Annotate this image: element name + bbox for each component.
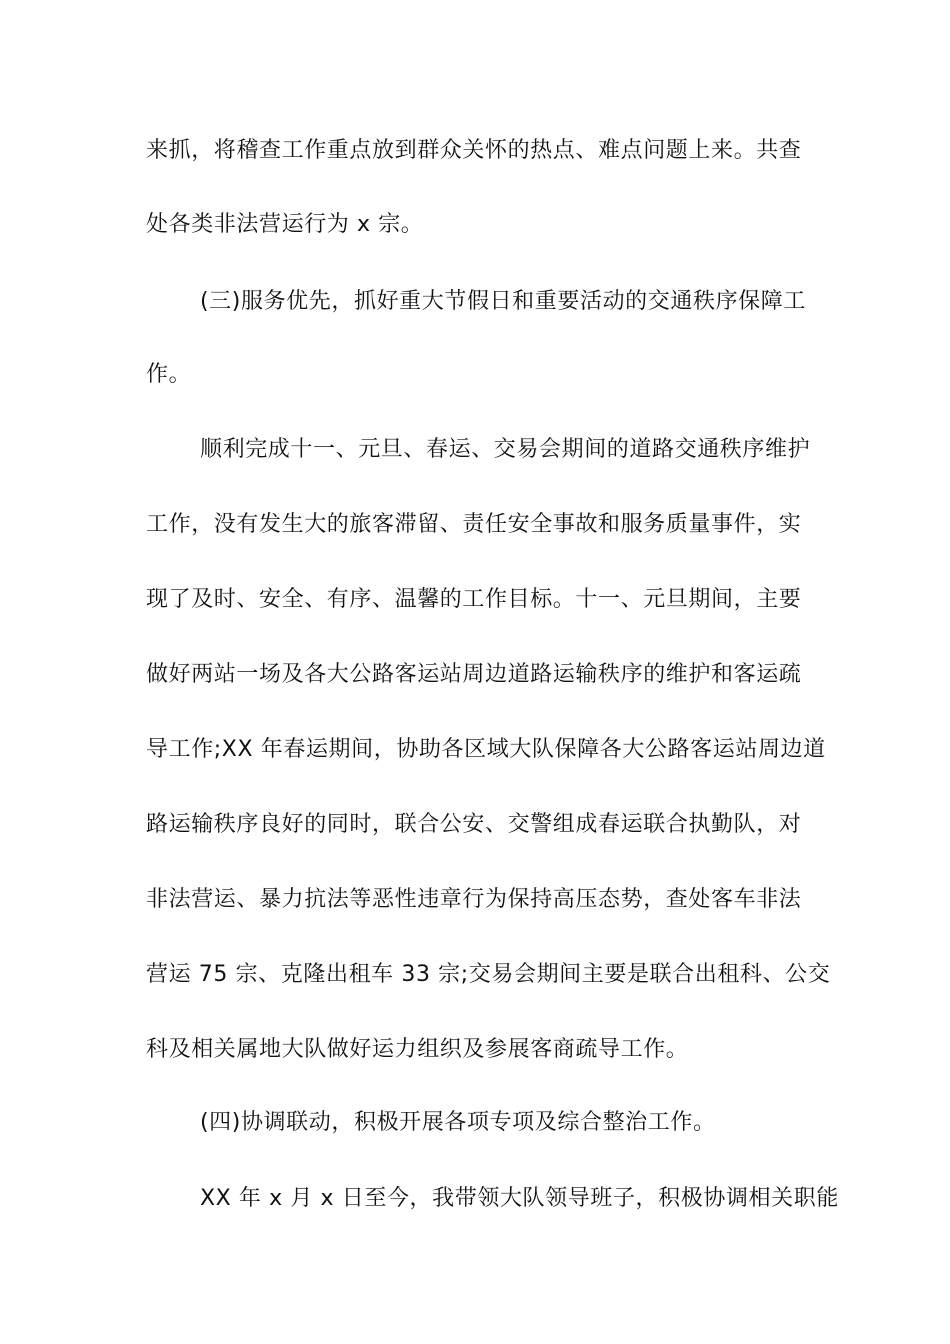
paragraph-start-line: 顺利完成十一、元旦、春运、交易会期间的道路交通秩序维护 (200, 437, 811, 462)
text-line-4: 作。 (146, 362, 192, 387)
section-heading-3: (三)服务优先，抓好重大节假日和重要活动的交通秩序保障工 (200, 289, 806, 314)
text-line-13: 科及相关属地大队做好运力组织及参展客商疏导工作。 (146, 1037, 689, 1062)
text-line-6: 工作，没有发生大的旅客滞留、责任安全事故和服务质量事件，实 (146, 512, 802, 537)
text-line-2: 处各类非法营运行为 x 宗。 (146, 212, 424, 237)
text-line-7: 现了及时、安全、有序、温馨的工作目标。十一、元旦期间，主要 (146, 587, 802, 612)
text-line-9: 导工作;XX 年春运期间，协助各区域大队保障各大公路客运站周边道 (146, 737, 826, 762)
text-line-10: 路运输秩序良好的同时，联合公安、交警组成春运联合执勤队，对 (146, 812, 802, 837)
text-line-8: 做好两站一场及各大公路客运站周边道路运输秩序的维护和客运疏 (146, 662, 802, 687)
text-line-12: 营运 75 宗、克隆出租车 33 宗;交易会期间主要是联合出租科、公交 (146, 962, 831, 987)
section-heading-4: (四)协调联动，积极开展各项专项及综合整治工作。 (200, 1110, 716, 1135)
text-line-11: 非法营运、暴力抗法等恶性违章行为保持高压态势，查处客车非法 (146, 887, 802, 912)
paragraph-start-line-2: XX 年 x 月 x 日至今，我带领大队领导班子，积极协调相关职能 (200, 1186, 839, 1211)
text-line-1: 来抓，将稽查工作重点放到群众关怀的热点、难点问题上来。共查 (146, 138, 802, 163)
